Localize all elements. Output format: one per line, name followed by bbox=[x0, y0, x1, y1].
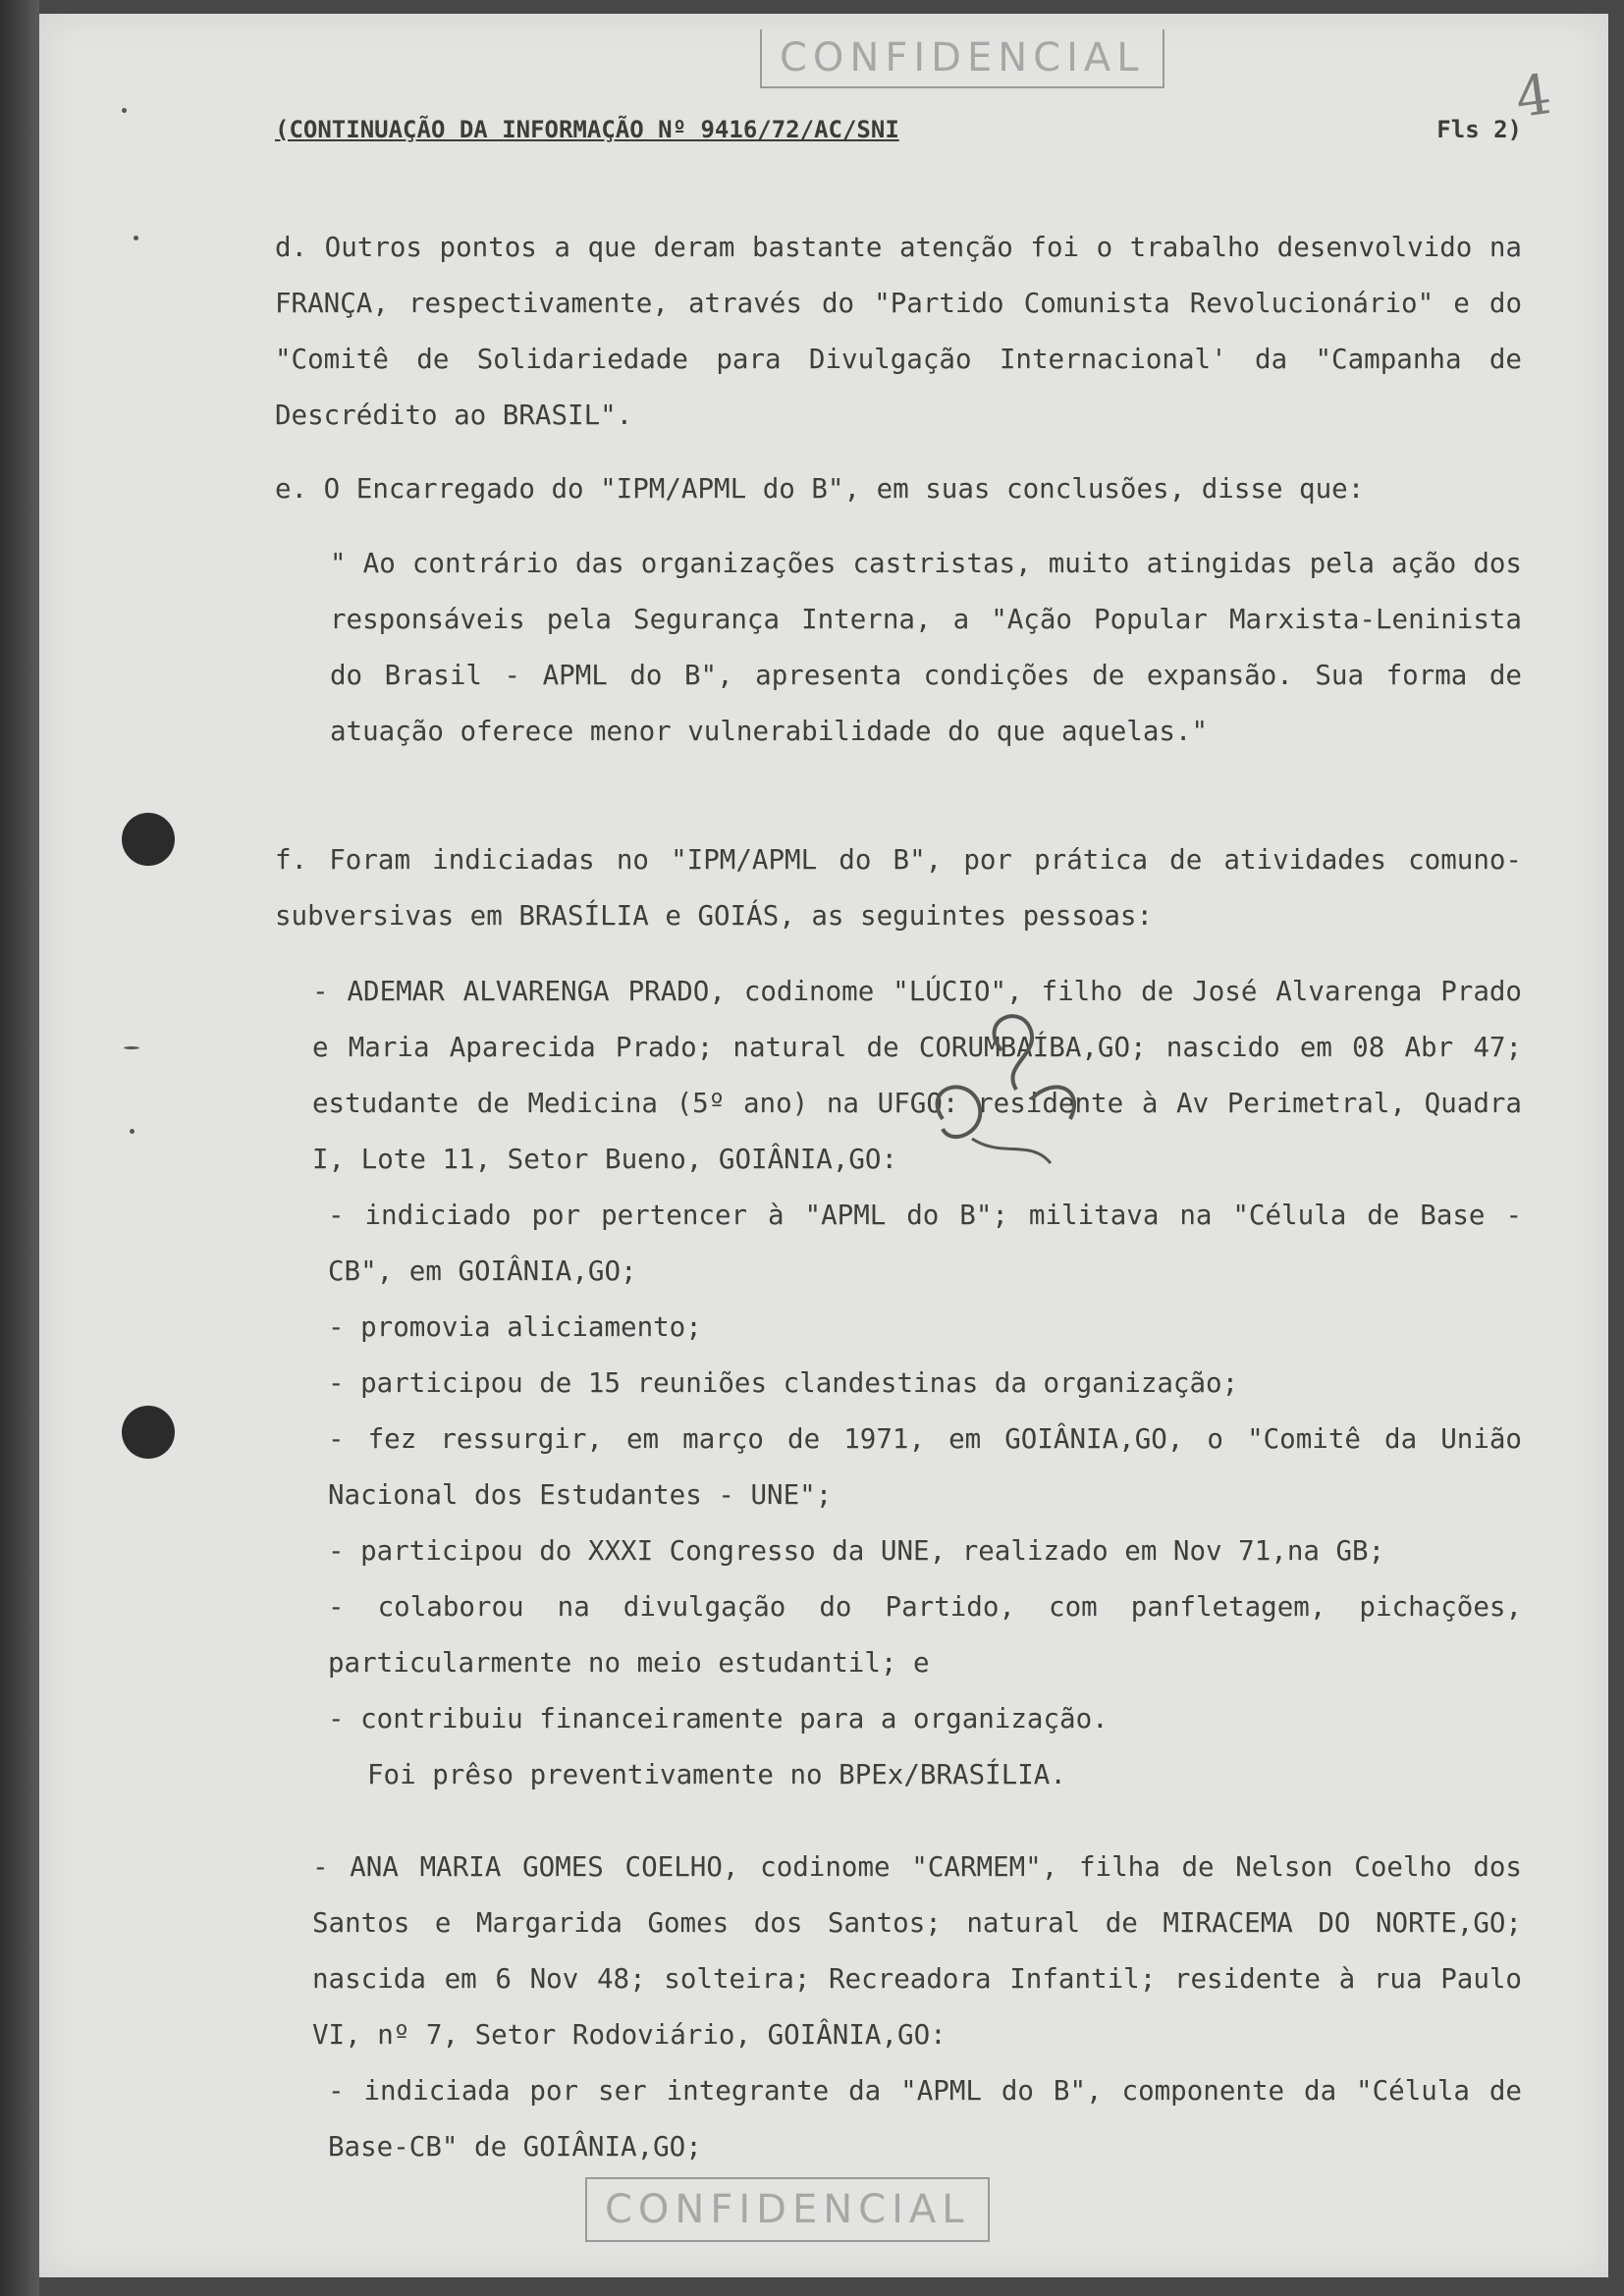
scan-speck bbox=[130, 1129, 135, 1134]
person-entry-ana: - ANA MARIA GOMES COELHO, codinome "CARMEM", filha de Nelson Coelho dos Santos e Margarida Gomes dos Santos; natural de MIRACEMA DO NORTE,GO; nascida em 6 Nov 48; solteira; Recreadora Infantil; residente à rua Paulo VI, nº 7, Setor Rodoviário, GOIÂNIA,GO: bbox=[312, 1851, 1522, 2051]
punch-hole bbox=[122, 1406, 175, 1459]
document-header bbox=[275, 116, 1522, 155]
handwritten-scribble bbox=[884, 982, 1218, 1237]
person-entry-ademar: - ADEMAR ALVARENGA PRADO, codinome "LÚCIO", filho de José Alvarenga Prado e Maria Aparecida Prado; natural de CORUMBAÍBA,GO; nascido em 08 Abr 47; estudante de Medicina (5º ano) na UFGO: residente à Av Perimetral, Quadra I, Lote 11, Setor Bueno, GOIÂNIA,GO: bbox=[312, 976, 1522, 1175]
list-item: - participou do XXXI Congresso da UNE, realizado em Nov 71,na GB; bbox=[328, 1535, 1385, 1567]
confidential-stamp-top: CONFIDENCIAL bbox=[760, 29, 1164, 88]
scan-speck bbox=[124, 1046, 139, 1049]
list-item: - colaborou na divulgação do Partido, com panfletagem, pichações, particularmente no meio estudantil; e bbox=[328, 1591, 1522, 1679]
page-number: Fls 2) bbox=[1436, 116, 1522, 143]
ana-charge: - indiciada por ser integrante da "APML do B", componente da "Célula de Base-CB" de GOIÂNIA,GO; bbox=[328, 2075, 1522, 2163]
list-item: - contribuiu financeiramente para a organização. bbox=[328, 1703, 1109, 1735]
scan-edge bbox=[0, 0, 39, 2296]
confidential-stamp-bottom: CONFIDENCIAL bbox=[585, 2177, 990, 2242]
scan-speck bbox=[122, 108, 127, 113]
ademar-charges-list bbox=[328, 1188, 1522, 1747]
handwritten-page-number: 4 bbox=[1511, 62, 1555, 132]
punch-hole bbox=[122, 813, 175, 866]
ademar-outcome: Foi prêso preventivamente no BPEx/BRASÍLIA. bbox=[367, 1759, 1066, 1790]
information-reference: (CONTINUAÇÃO DA INFORMAÇÃO Nº 9416/72/AC/SNI bbox=[275, 116, 899, 143]
conclusion-quote: " Ao contrário das organizações castristas, muito atingidas pela ação dos responsáveis pela Segurança Interna, a "Ação Popular Marxista-Leninista do Brasil - APML do B", apresenta condições de expansão. Sua forma de atuação oferece menor vulnerabilidade do que aquelas." bbox=[330, 548, 1522, 747]
paragraph-d: d. Outros pontos a que deram bastante atenção foi o trabalho desenvolvido na FRANÇA, respectivamente, através do "Partido Comunista Revolucionário" e do "Comitê de Solidariedade para Divulgação Internacional' da "Campanha de Descrédito ao BRASIL". bbox=[275, 232, 1522, 431]
scan-speck bbox=[134, 236, 138, 240]
list-item: - indiciado por pertencer à "APML do B"; militava na "Célula de Base - CB", em GOIÂNIA,GO; bbox=[328, 1200, 1522, 1287]
paragraph-f: f. Foram indiciadas no "IPM/APML do B", por prática de atividades comuno-subversivas em BRASÍLIA e GOIÁS, as seguintes pessoas: bbox=[275, 844, 1522, 932]
list-item: - fez ressurgir, em março de 1971, em GOIÂNIA,GO, o "Comitê da União Nacional dos Estudantes - UNE"; bbox=[328, 1423, 1522, 1511]
list-item: - promovia aliciamento; bbox=[328, 1311, 702, 1343]
list-item: - participou de 15 reuniões clandestinas da organização; bbox=[328, 1367, 1239, 1399]
paragraph-e: e. O Encarregado do "IPM/APML do B", em suas conclusões, disse que: bbox=[275, 473, 1365, 505]
